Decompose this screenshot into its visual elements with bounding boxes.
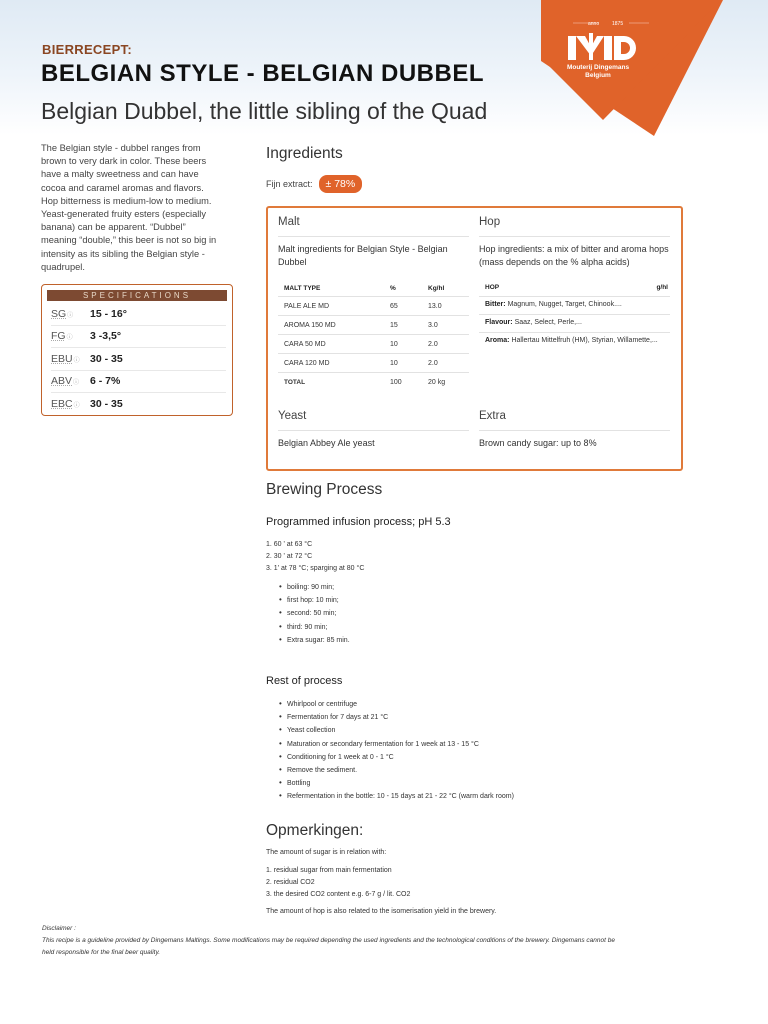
malt-section bbox=[278, 216, 469, 391]
logo-year-right: 1875 bbox=[612, 21, 624, 27]
list-item: 1. 60 ' at 63 °C bbox=[266, 541, 313, 548]
remarks-heading: Opmerkingen: bbox=[266, 822, 364, 839]
column-header: % bbox=[384, 280, 422, 297]
disclaimer-line: held responsible for the final beer quality. bbox=[42, 949, 161, 956]
logo-country: Belgium bbox=[585, 72, 611, 79]
extra-heading: Extra bbox=[479, 410, 670, 431]
malt-kghl-cell: 2.0 bbox=[422, 335, 469, 354]
infusion-heading: Programmed infusion process; pH 5.3 bbox=[266, 516, 451, 528]
malt-type-cell: PALE ALE MD bbox=[278, 297, 384, 316]
list-item: • first hop: 10 min; bbox=[279, 594, 350, 607]
disclaimer-line: This recipe is a guideline provided by Dingemans Maltings. Some modifications may be required depending the used ingredients and the technological conditions of the brewery. Dingemans cannot be bbox=[42, 937, 615, 944]
logo-year-left: anno bbox=[588, 21, 600, 27]
yeast-heading: Yeast bbox=[278, 410, 469, 431]
fijn-extract-badge: ± 78% bbox=[319, 175, 363, 193]
spec-value: 30 - 35 bbox=[90, 352, 123, 365]
spec-row-ebc bbox=[51, 393, 226, 415]
spec-row-ebu bbox=[51, 348, 226, 371]
list-item: 2. 30 ' at 72 °C bbox=[266, 553, 313, 561]
intro-line: Hop bitterness is medium-low to medium. bbox=[41, 195, 212, 206]
page-subtitle: Belgian Dubbel, the little sibling of the Quad bbox=[41, 98, 488, 124]
table-row bbox=[278, 335, 469, 354]
hop-item-flavour bbox=[479, 315, 670, 333]
hop-description: Hop ingredients: a mix of bitter and aroma hops (mass depends on the % alpha acids) bbox=[479, 244, 669, 267]
malt-percent-cell: 10 bbox=[384, 335, 422, 354]
extra-section bbox=[479, 410, 670, 450]
hop-item-label: Aroma: bbox=[485, 337, 510, 344]
spec-value: 6 - 7% bbox=[90, 375, 121, 388]
hop-item-bitter bbox=[479, 297, 670, 315]
help-icon[interactable]: ⓘ bbox=[73, 380, 80, 387]
intro-line: cocoa and caramel aromas and flavors. bbox=[41, 182, 204, 193]
list-item: • boiling: 90 min; bbox=[279, 581, 350, 594]
malt-kghl-cell: 3.0 bbox=[422, 316, 469, 335]
column-header: MALT TYPE bbox=[278, 280, 384, 297]
spec-value: 15 - 16° bbox=[90, 307, 127, 320]
list-item: • third: 90 min; bbox=[279, 621, 350, 634]
help-icon[interactable]: ⓘ bbox=[73, 402, 80, 409]
spec-label[interactable]: ABVⓘ bbox=[51, 375, 80, 388]
intro-line: The Belgian style - dubbel ranges from bbox=[41, 143, 201, 153]
spec-label[interactable]: SGⓘ bbox=[51, 307, 74, 320]
boil-list bbox=[279, 581, 350, 647]
list-item: 1. residual sugar from main fermentation bbox=[266, 867, 392, 874]
list-item: • Whirlpool or centrifuge bbox=[279, 698, 514, 711]
hop-item-text: Magnum, Nugget, Target, Chinook.... bbox=[507, 301, 622, 308]
help-icon[interactable]: ⓘ bbox=[66, 335, 73, 342]
disclaimer-label: Disclaimer : bbox=[42, 925, 76, 932]
extra-text: Brown candy sugar: up to 8% bbox=[479, 438, 597, 448]
list-item: • second: 50 min; bbox=[279, 607, 350, 620]
list-item: • Refermentation in the bottle: 10 - 15 days at 21 - 22 °C (warm dark room) bbox=[279, 790, 514, 803]
intro-text bbox=[41, 142, 235, 274]
intro-line: intensity as its sibling the Belgian style - bbox=[41, 248, 205, 259]
disclaimer bbox=[42, 923, 692, 959]
spec-label[interactable]: FGⓘ bbox=[51, 330, 73, 343]
spec-row-sg bbox=[51, 303, 226, 326]
intro-line: banana) can be apparent. “Dubbel” bbox=[41, 222, 186, 233]
spec-row-fg bbox=[51, 326, 226, 349]
infusion-steps bbox=[266, 539, 364, 576]
yeast-text: Belgian Abbey Ale yeast bbox=[278, 438, 375, 448]
malt-heading: Malt bbox=[278, 216, 469, 237]
dingemans-logo bbox=[541, 0, 723, 136]
table-header-row bbox=[278, 280, 469, 297]
hop-item-label: Bitter: bbox=[485, 301, 506, 308]
list-item: • Maturation or secondary fermentation for 1 week at 13 - 15 °C bbox=[279, 738, 514, 751]
malt-type-cell: CARA 120 MD bbox=[278, 354, 384, 373]
column-header: g/hl bbox=[656, 284, 668, 291]
hop-item-label: Flavour: bbox=[485, 319, 513, 326]
spec-value: 3 -3,5° bbox=[90, 330, 122, 343]
logo-name: Mouterij Dingemans bbox=[566, 64, 630, 71]
intro-line: Yeast-generated fruity esters (especially bbox=[41, 209, 207, 220]
list-item: • Yeast collection bbox=[279, 724, 514, 737]
hop-item-text: Hallertau Mittelfruh (HM), Styrian, Willamette,... bbox=[511, 337, 658, 344]
spec-label[interactable]: EBUⓘ bbox=[51, 352, 80, 365]
fijn-extract-label: Fijn extract: bbox=[266, 179, 313, 189]
intro-line: brown to very dark in color. These beers bbox=[41, 156, 207, 167]
spec-value: 30 - 35 bbox=[90, 397, 123, 410]
malt-percent-cell: 15 bbox=[384, 316, 422, 335]
malt-total-label: TOTAL bbox=[284, 378, 306, 386]
help-icon[interactable]: ⓘ bbox=[67, 312, 74, 319]
ingredients-heading: Ingredients bbox=[266, 145, 343, 162]
malt-total-percent: 100 bbox=[390, 378, 402, 386]
hop-item-text: Saaz, Select, Perle,... bbox=[514, 319, 582, 326]
hop-item-aroma bbox=[479, 333, 670, 350]
specifications-header: SPECIFICATIONS bbox=[47, 290, 227, 301]
malt-percent-cell: 10 bbox=[384, 354, 422, 373]
rest-list bbox=[279, 698, 514, 804]
help-icon[interactable]: ⓘ bbox=[73, 357, 80, 364]
yeast-section bbox=[278, 410, 469, 450]
list-item: • Extra sugar: 85 min. bbox=[279, 634, 350, 647]
list-item: • Bottling bbox=[279, 777, 514, 790]
list-item: • Conditioning for 1 week at 0 - 1 °C bbox=[279, 751, 514, 764]
list-item: 3. the desired CO2 content e.g. 6-7 g / lit. CO2 bbox=[266, 891, 411, 899]
column-header: HOP bbox=[485, 284, 500, 291]
malt-percent-cell: 65 bbox=[384, 297, 422, 316]
intro-line: quadrupel. bbox=[41, 261, 85, 272]
list-item: 3. 1' at 78 °C; sparging at 80 °C bbox=[266, 565, 365, 573]
intro-line: meaning “double,” this beer is not so big in bbox=[41, 235, 217, 246]
malt-total-kg: 20 kg bbox=[428, 378, 446, 386]
list-item: • Fermentation for 7 days at 21 °C bbox=[279, 711, 514, 724]
malt-kghl-cell: 2.0 bbox=[422, 354, 469, 373]
brewing-process-heading: Brewing Process bbox=[266, 481, 383, 498]
malt-type-cell: AROMA 150 MD bbox=[278, 316, 384, 335]
hop-table-header bbox=[479, 280, 670, 297]
hop-heading: Hop bbox=[479, 216, 670, 237]
recipe-kicker: BIERRECEPT: bbox=[42, 42, 132, 57]
spec-row-abv bbox=[51, 371, 226, 394]
column-header: Kg/hl bbox=[422, 280, 469, 297]
table-row bbox=[278, 297, 469, 316]
page-title: BELGIAN STYLE - BELGIAN DUBBEL bbox=[41, 60, 485, 87]
remarks-intro: The amount of sugar is in relation with: bbox=[266, 849, 387, 856]
list-item: • Remove the sediment. bbox=[279, 764, 514, 777]
list-item: 2. residual CO2 bbox=[266, 879, 315, 887]
remarks-outro: The amount of hop is also related to the isomerisation yield in the brewery. bbox=[266, 908, 497, 915]
fijn-extract bbox=[266, 175, 362, 193]
malt-table bbox=[278, 280, 469, 391]
malt-description: Malt ingredients for Belgian Style - Belgian Dubbel bbox=[278, 244, 448, 267]
specifications-box bbox=[41, 284, 233, 416]
spec-label[interactable]: EBCⓘ bbox=[51, 397, 80, 410]
hop-section bbox=[479, 216, 670, 350]
remarks-list bbox=[266, 865, 410, 902]
ingredients-box bbox=[266, 206, 683, 471]
rest-of-process-heading: Rest of process bbox=[266, 675, 343, 687]
table-row bbox=[278, 354, 469, 373]
table-total-row bbox=[278, 373, 469, 392]
malt-type-cell: CARA 50 MD bbox=[278, 335, 384, 354]
malt-kghl-cell: 13.0 bbox=[422, 297, 469, 316]
intro-line: have a malty sweetness and can have bbox=[41, 169, 199, 180]
table-row bbox=[278, 316, 469, 335]
